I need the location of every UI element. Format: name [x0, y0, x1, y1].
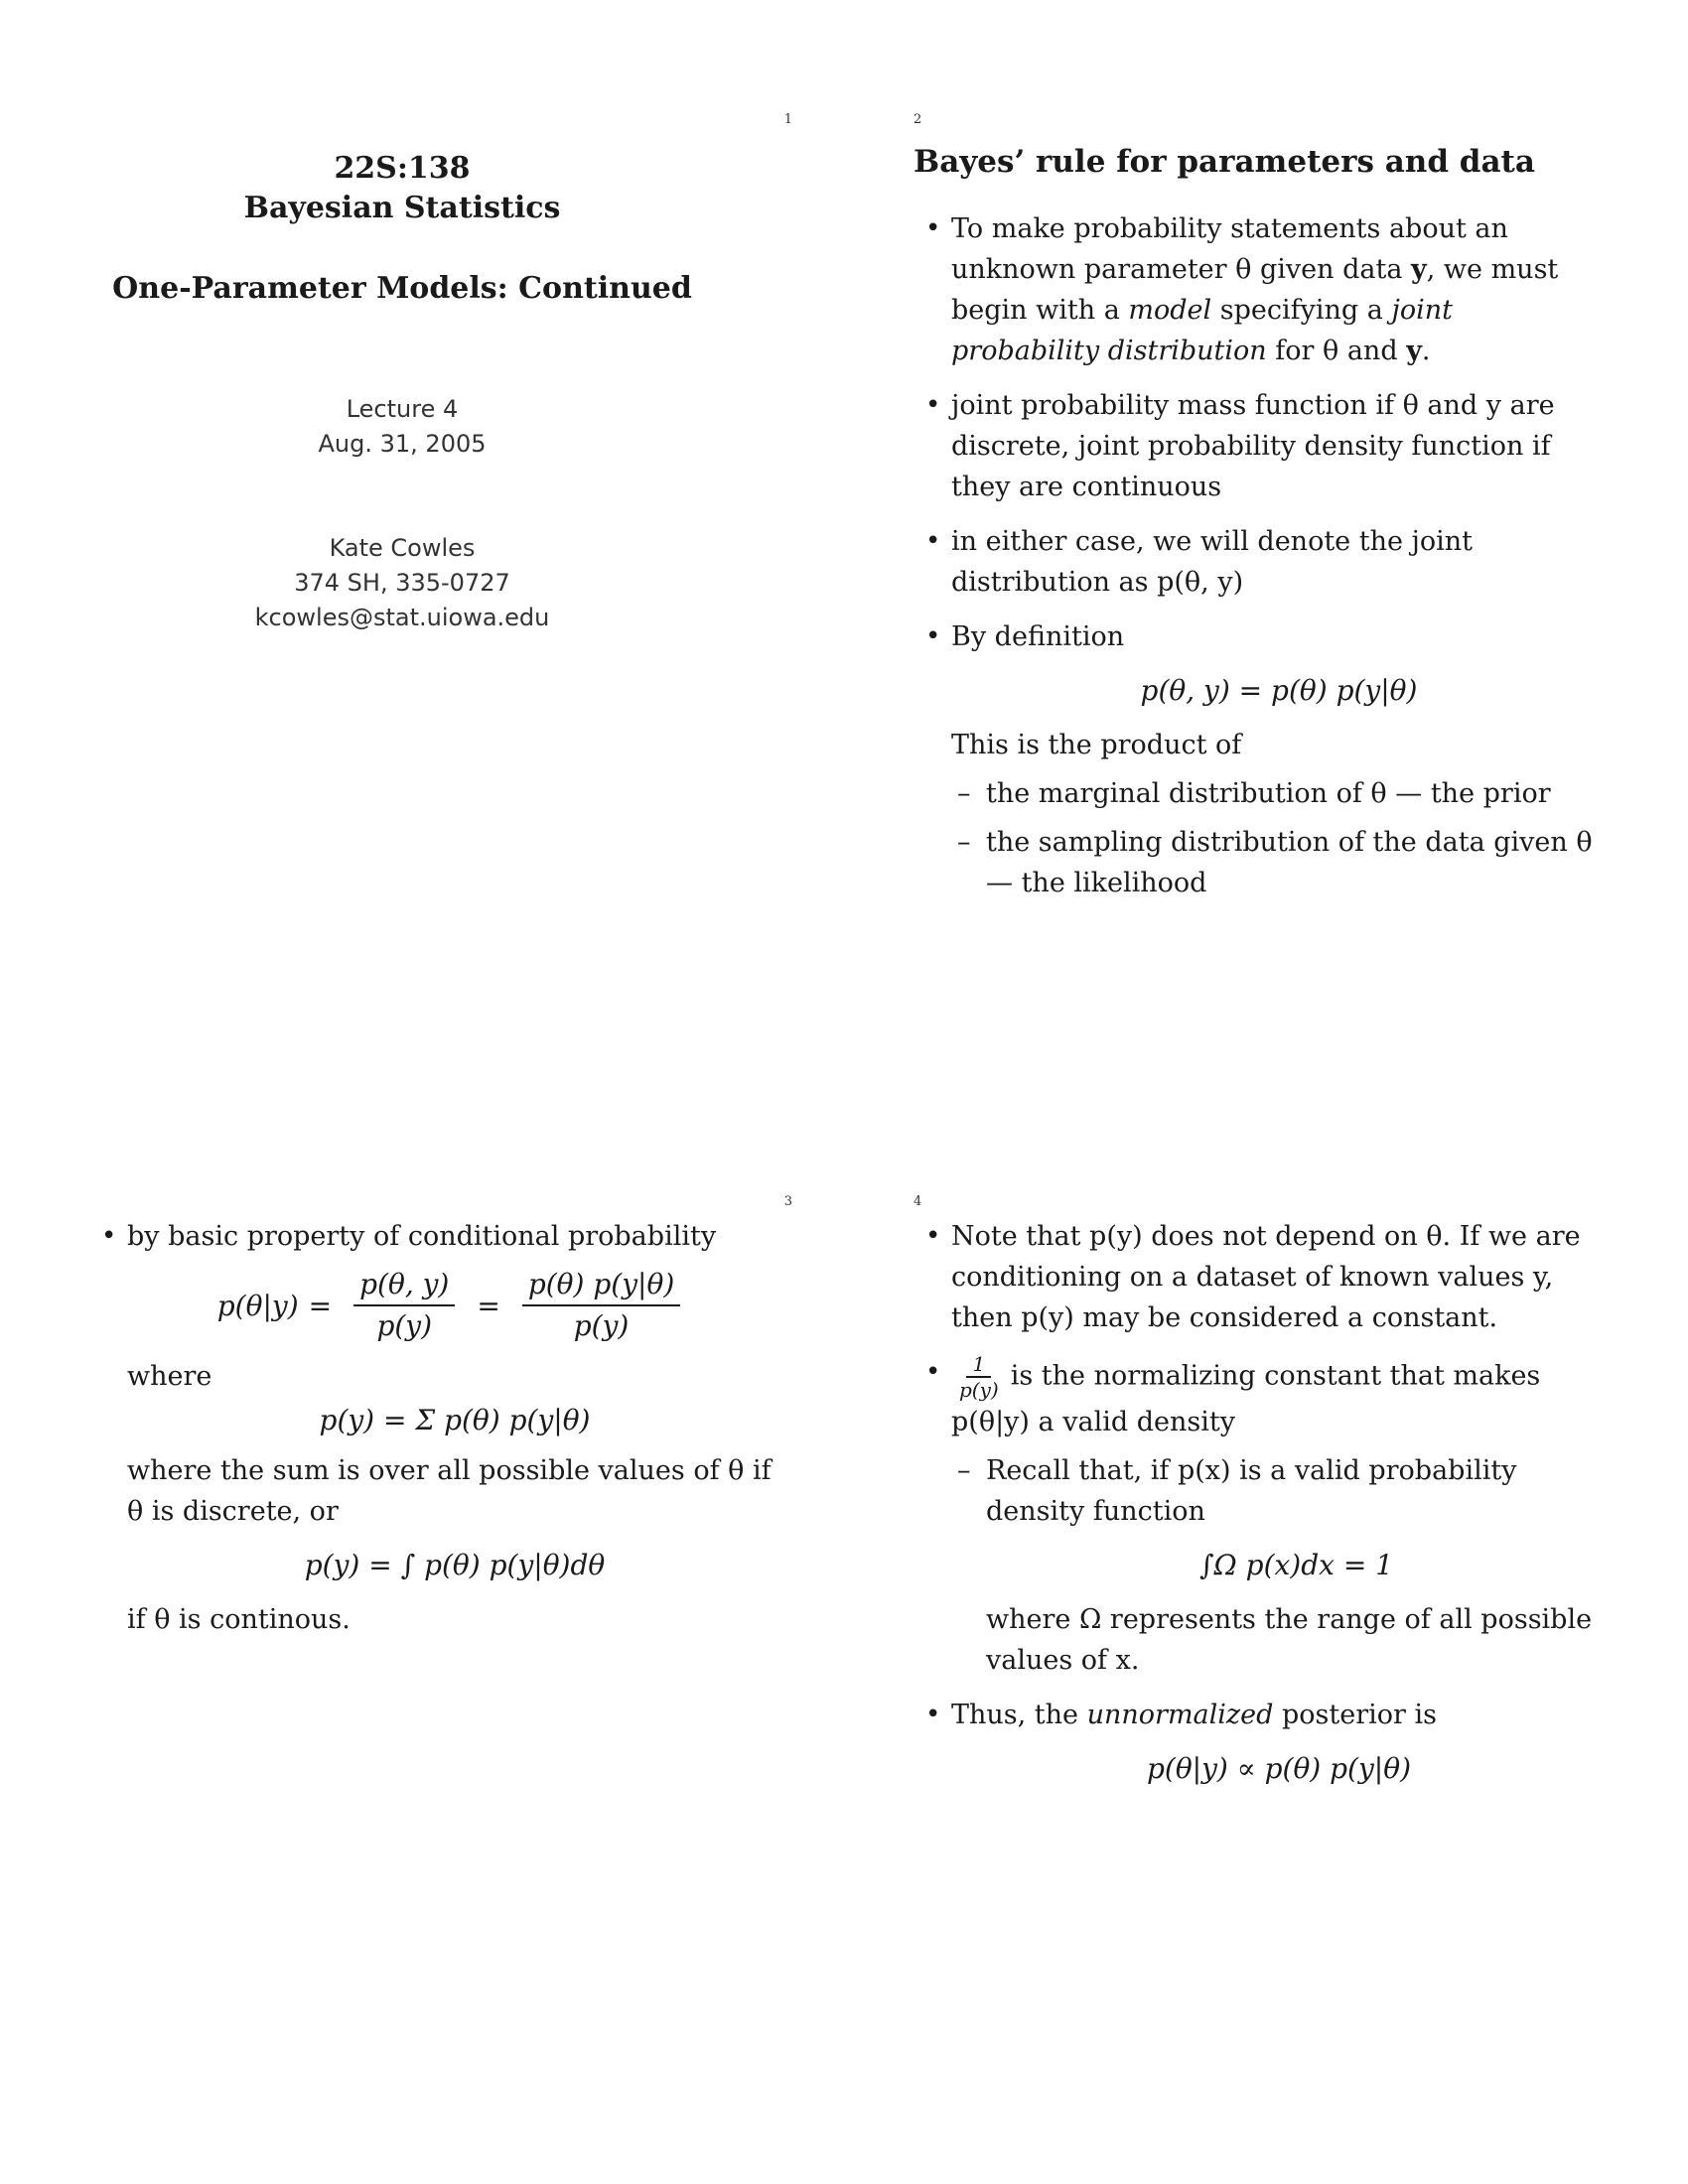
fraction: [353, 1265, 455, 1346]
slide-1: [89, 104, 792, 640]
lecture-subtitle: One-Parameter Models: Continued: [112, 271, 692, 306]
bullet-item: • joint probability mass function if θ and y are discrete, joint probability density function if they are continuous: [921, 385, 1607, 507]
bullet-text: specifying a: [1211, 295, 1392, 326]
numerator: • 1: [966, 1352, 991, 1378]
equation-integral: ∫Ω p(x)dx = 1: [1198, 1549, 1394, 1581]
page-number: 4: [914, 1194, 922, 1209]
author-name: Kate Cowles: [329, 534, 476, 562]
course-title: Bayesian Statistics: [243, 191, 561, 225]
fraction: [522, 1265, 680, 1346]
author-office: 374 SH, 335-0727: [294, 569, 510, 597]
slide-title: Bayes’ rule for parameters and data: [914, 144, 1535, 180]
equation-lhs: p(θ|y): [216, 1289, 299, 1322]
bullet-list: [921, 208, 1607, 917]
equation-integral: p(y) = ∫ p(θ) p(y|θ)dθ: [304, 1549, 606, 1581]
equation-joint: p(θ, y) = p(θ) p(y|θ): [1140, 674, 1418, 707]
author-info: [89, 531, 715, 635]
lecture-number: Lecture 4: [346, 395, 459, 423]
where-text: where the sum is over all possible values of θ if θ is discrete, or: [127, 1455, 772, 1527]
dash-item: – the marginal distribution of θ — the prior: [951, 773, 1607, 814]
bullet-item: • in either case, we will denote the joint distribution as p(θ, y): [921, 521, 1607, 603]
continuous-text: if θ is continous.: [127, 1604, 351, 1635]
bullet-item: [921, 1352, 1607, 1681]
denominator: p(y): [376, 1309, 433, 1342]
bullet-text: is the normalizing constant that makes p(θ|y) a valid density: [951, 1360, 1541, 1437]
page-number: 2: [914, 112, 922, 127]
bullet-text: for θ and: [1266, 336, 1407, 366]
lecture-info: [89, 392, 715, 462]
where-text: where: [127, 1361, 212, 1392]
bullet-item: [97, 1216, 782, 1640]
product-text: This is the product of: [951, 730, 1242, 760]
course-code: 22S:138: [334, 151, 471, 186]
bullet-text: , we must begin with a: [951, 254, 1559, 326]
bullet-item: [921, 616, 1607, 903]
slide-2: [914, 104, 1609, 948]
emphasis-text: joint probability distribution: [951, 295, 1453, 366]
emphasis-text: model: [1128, 295, 1212, 326]
page-number: 1: [783, 112, 792, 127]
denominator: p(y): [959, 1378, 999, 1402]
page-number: 3: [783, 1194, 792, 1209]
bullet-text: By definition: [951, 621, 1125, 652]
bullet-item: • Note that p(y) does not depend on θ. If we are conditioning on a dataset of known values y, then p(y) may be considered a constant.: [921, 1216, 1607, 1338]
equals-sign: =: [308, 1289, 333, 1322]
bullet-text: posterior is: [1273, 1700, 1437, 1730]
numerator: p(θ) p(y|θ): [522, 1265, 680, 1306]
bullet-text: .: [1421, 336, 1431, 366]
equation-bayes: [127, 1265, 782, 1346]
bullet-list: [921, 1216, 1607, 1805]
bullet-text: Thus, the: [951, 1700, 1087, 1730]
equation-sum: p(y) = Σ p(θ) p(y|θ): [319, 1404, 591, 1436]
omega-text: where Ω represents the range of all possible values of x.: [986, 1604, 1593, 1676]
emphasis-text: unnormalized: [1086, 1700, 1274, 1730]
lecture-date: Aug. 31, 2005: [318, 430, 487, 458]
dash-item: – Recall that, if p(x) is a valid probability density function: [951, 1450, 1607, 1532]
bold-y: y: [1406, 336, 1422, 366]
slide-3: [89, 1186, 792, 1782]
bold-y: y: [1411, 254, 1427, 285]
bullet-item: [921, 208, 1607, 371]
bullet-list: [97, 1216, 782, 1654]
bullet-text: To make probability statements about an unknown parameter θ given data: [951, 213, 1508, 285]
equals-sign: =: [477, 1289, 500, 1322]
fraction: [953, 1352, 1005, 1402]
numerator: p(θ, y): [353, 1265, 455, 1306]
slide-4: [914, 1186, 1609, 1881]
bullet-item: [921, 1695, 1607, 1791]
bullet-text: by basic property of conditional probability: [127, 1221, 717, 1252]
course-block: [89, 149, 715, 228]
equation-posterior: p(θ|y) ∝ p(θ) p(y|θ): [1146, 1752, 1412, 1785]
denominator: p(y): [573, 1309, 630, 1342]
dash-item: – the sampling distribution of the data given θ — the likelihood: [951, 822, 1607, 903]
author-email: kcowles@stat.uiowa.edu: [254, 604, 550, 631]
